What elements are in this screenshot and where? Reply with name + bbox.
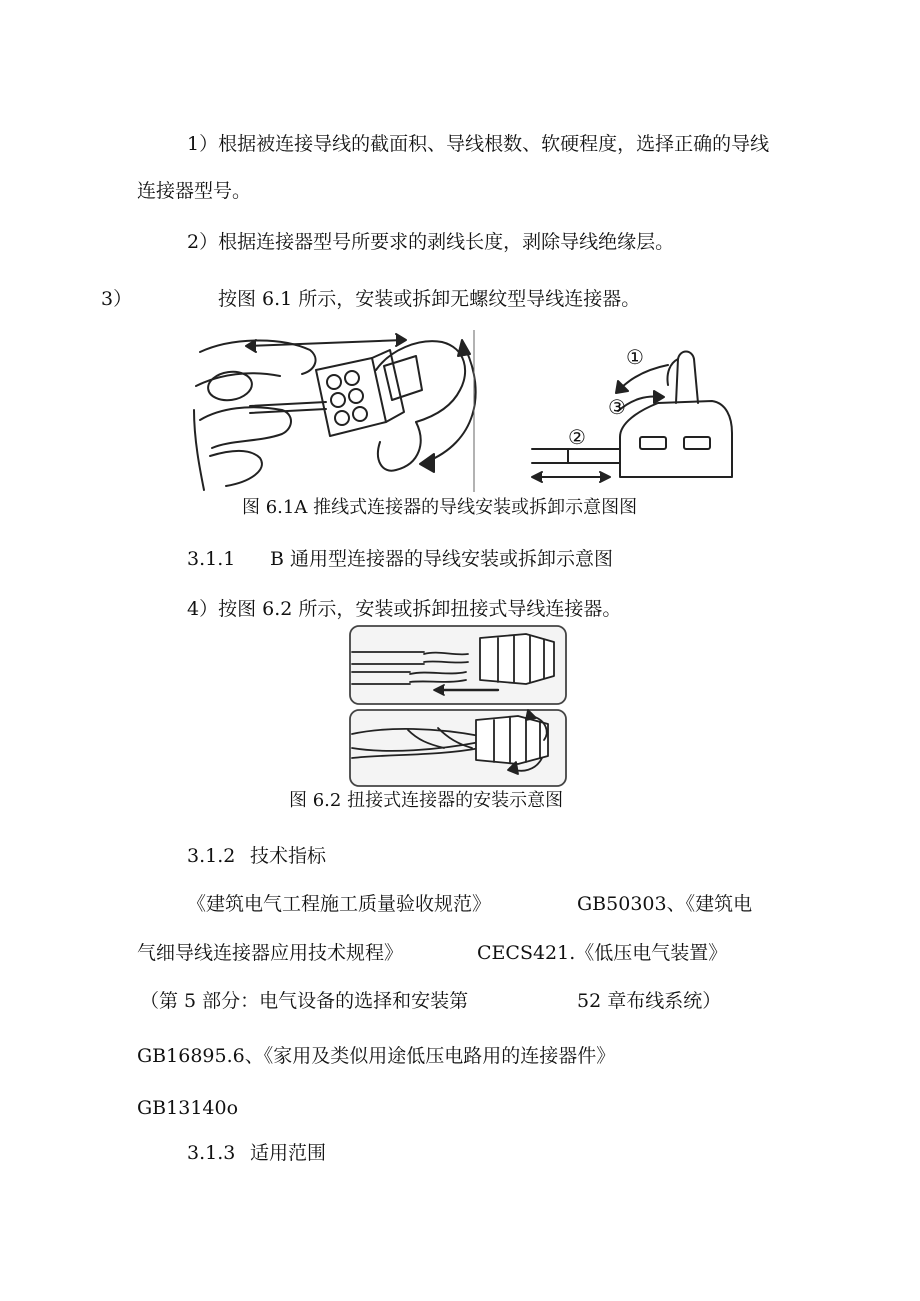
- marker-3: ③: [608, 397, 626, 419]
- standards-line-1b: GB50303、《建筑电: [577, 893, 753, 915]
- figure-6-1b-image: [528, 345, 748, 485]
- figure-6-1a-caption: 图 6.1A 推线式连接器的导线安装或拆卸示意图图: [242, 497, 638, 518]
- standards-line-4: GB16895.6、《家用及类似用途低压电路用的连接器件》: [137, 1045, 616, 1067]
- subsection-3-1-3-text: 适用范围: [250, 1142, 327, 1164]
- step-2: 2）根据连接器型号所要求的剥线长度，剥除导线绝缘层。: [187, 231, 675, 253]
- standards-line-2b: CECS421.《低压电气装置》: [477, 942, 728, 964]
- subsection-3-1-2-text: 技术指标: [250, 845, 327, 867]
- step-3-number: 3）: [101, 288, 133, 310]
- subsection-3-1-2-number: 3.1.2: [187, 845, 236, 867]
- subsection-3-1-3-number: 3.1.3: [187, 1142, 236, 1164]
- step-4: 4）按图 6.2 所示，安装或拆卸扭接式导线连接器。: [187, 598, 622, 620]
- figure-6-2-caption: 图 6.2 扭接式连接器的安装示意图: [289, 790, 564, 811]
- figure-6-2-image: [348, 624, 570, 788]
- step-1-line-1: 1）根据被连接导线的截面积、导线根数、软硬程度，选择正确的导线: [187, 133, 770, 155]
- figure-6-1a-image: [190, 330, 482, 492]
- subsection-3-1-1-number: 3.1.1: [187, 548, 236, 570]
- subsection-3-1-1-text: B 通用型连接器的导线安装或拆卸示意图: [270, 548, 614, 570]
- standards-line-2a: 气细导线连接器应用技术规程》: [137, 942, 404, 964]
- standards-line-3a: （第 5 部分：电气设备的选择和安装第: [140, 990, 469, 1012]
- standards-line-5: GB13140o: [137, 1097, 239, 1119]
- marker-2: ②: [568, 427, 586, 449]
- marker-1: ①: [626, 347, 644, 369]
- step-1-line-2: 连接器型号。: [137, 180, 252, 202]
- standards-line-1a: 《建筑电气工程施工质量验收规范》: [187, 893, 492, 915]
- standards-line-3b: 52 章布线系统）: [577, 990, 722, 1012]
- step-3-text: 按图 6.1 所示，安装或拆卸无螺纹型导线连接器。: [218, 288, 641, 310]
